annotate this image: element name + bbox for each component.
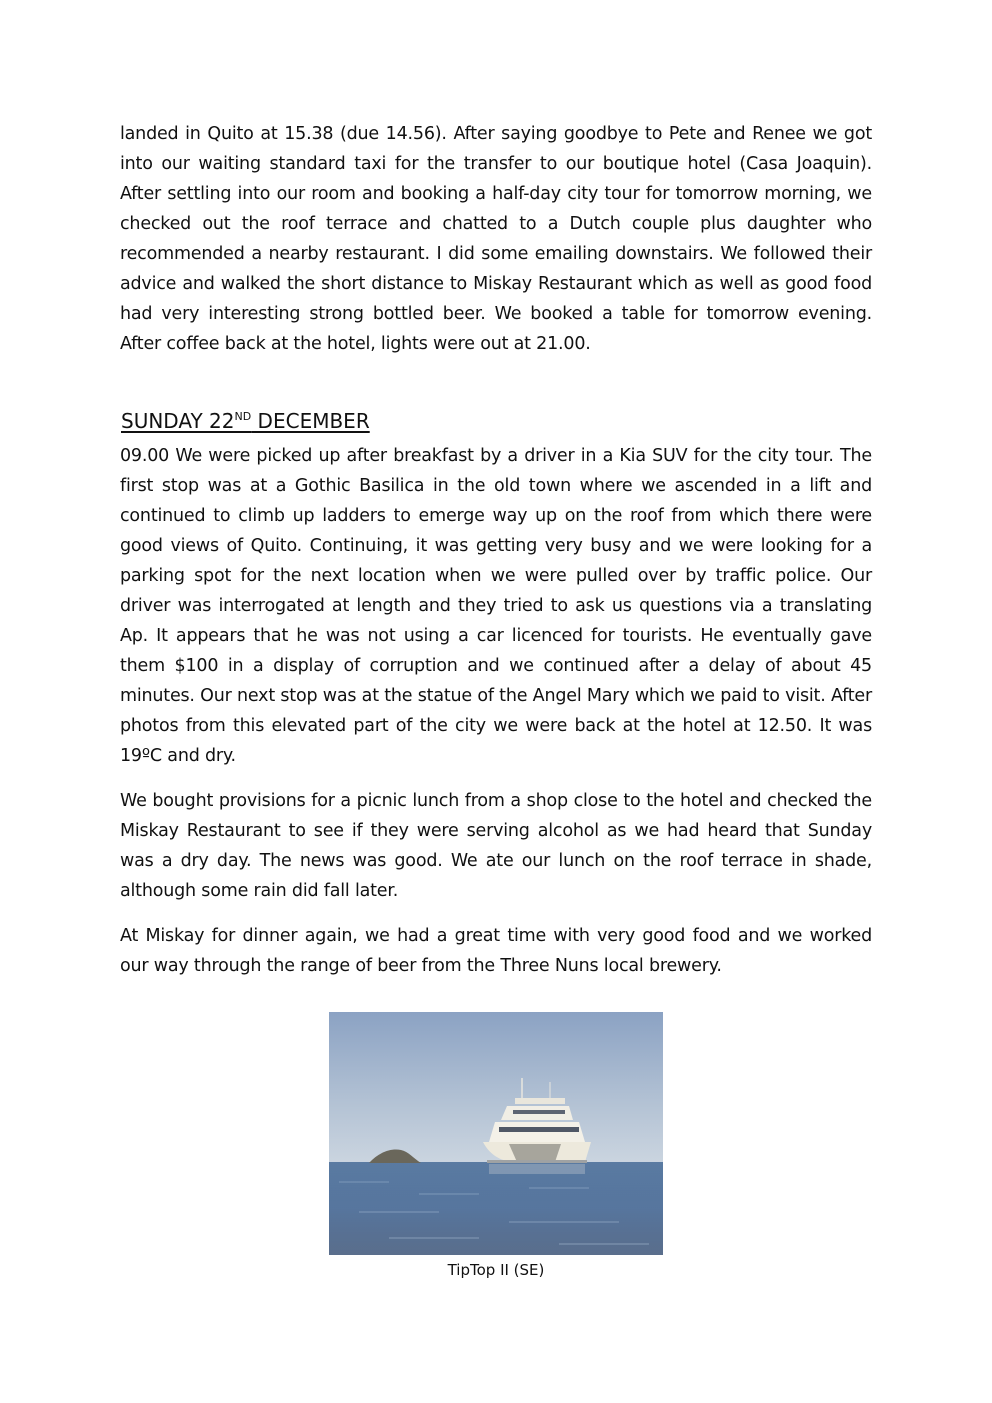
photo-caption: TipTop II (SE) — [447, 1261, 545, 1279]
heading-superscript: ND — [234, 410, 252, 423]
heading-suffix: DECEMBER — [251, 409, 370, 433]
heading-prefix: SUNDAY 22 — [121, 409, 235, 433]
paragraph-dinner: At Miskay for dinner again, we had a great time with very good food and we worked our way through the range of beer from the Three Nuns local brewery. — [120, 926, 872, 976]
section-heading-sunday — [121, 406, 370, 436]
boat-photo — [329, 1012, 663, 1255]
boat-photo-image — [329, 1012, 663, 1255]
paragraph-picnic-lunch: We bought provisions for a picnic lunch from a shop close to the hotel and checked the Miskay Restaurant to see if they were serving alcohol as we had heard that Sunday was a dry day. The news was good. We ate our lunch on the roof terrace in shade, although some rain did fall later. — [120, 791, 872, 901]
paragraph-city-tour: 09.00 We were picked up after breakfast by a driver in a Kia SUV for the city tour. The first stop was at a Gothic Basilica in the old town where we ascended in a lift and continued to climb up ladders to emerge way up on the roof from which there were good views of Quito. Continuing, it was getting very busy and we were looking for a parking spot for the next location when we were pulled over by traffic police. Our driver was interrogated at length and they tried to ask us questions via a translating Ap. It appears that he was not using a car licenced for tourists. He eventually gave them $100 in a display of corruption and we continued after a delay of about 45 minutes. Our next stop was at the statue of the Angel Mary which we paid to visit. After photos from this elevated part of the city we were back at the hotel at 12.50. It was 19ºC and dry. — [120, 446, 872, 766]
paragraph-arrival-quito: landed in Quito at 15.38 (due 14.56). After saying goodbye to Pete and Renee we got into our waiting standard taxi for the transfer to our boutique hotel (Casa Joaquin). After settling into our room and booking a half-day city tour for tomorrow morning, we checked out the roof terrace and chatted to a Dutch couple plus daughter who recommended a nearby restaurant. I did some emailing downstairs. We followed their advice and walked the short distance to Miskay Restaurant which as well as good food had very interesting strong bottled beer. We booked a table for tomorrow evening. After coffee back at the hotel, lights were out at 21.00. — [120, 124, 872, 354]
